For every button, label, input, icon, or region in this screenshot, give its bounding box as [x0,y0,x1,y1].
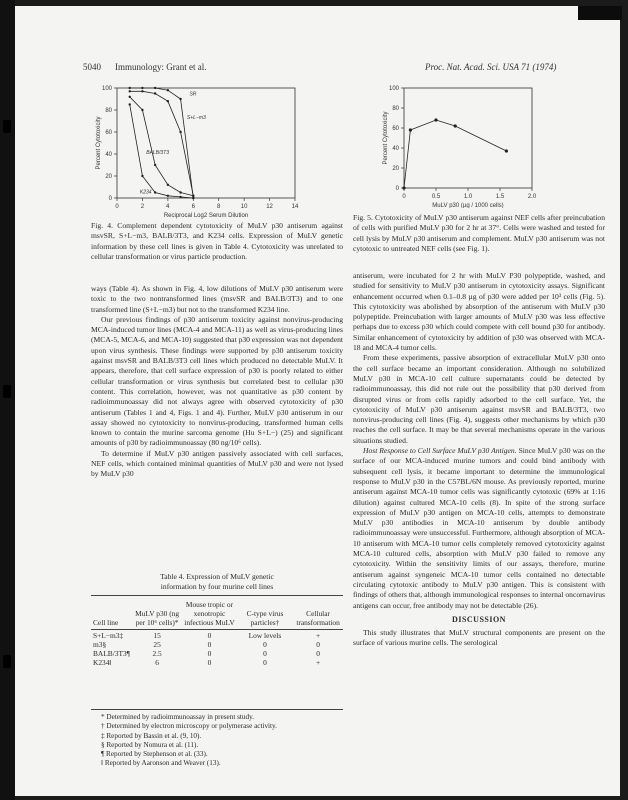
footnote: ‖ Reported by Aaronson and Weaver (13). [101,759,221,768]
running-title: Immunology: Grant et al. [115,62,207,72]
data-point [129,90,131,92]
table-cell: 15 [153,631,161,640]
journal-citation: Proc. Nat. Acad. Sci. USA 71 (1974) [425,62,557,72]
table-cell: K234‖ [93,658,112,667]
data-point [141,175,143,177]
x-tick-label: 2 [140,204,145,210]
footnote: * Determined by radioimmunoassay in present study. [101,713,255,721]
footnote: † Determined by electron microscopy or polymerase activity. [101,722,277,731]
data-point [402,186,405,189]
y-tick-label: 60 [392,126,399,132]
page-number: 5040 [83,62,101,72]
data-point [167,184,169,186]
y-tick-label: 0 [395,186,399,192]
table-cell: m3§ [93,640,107,649]
table-cell: 0 [263,658,267,667]
column-header: C-type virus particles† [246,609,284,627]
x-tick-label: 8 [217,204,221,210]
x-tick-label: 12 [266,204,273,210]
data-point [454,124,457,127]
table-row [91,631,343,640]
data-point [179,98,181,100]
data-point [141,109,143,111]
footnote: ¶ Reported by Stephenson et al. (33). [101,750,208,759]
y-tick-label: 80 [392,106,399,112]
data-point [154,191,156,193]
series-line [404,120,506,188]
data-point [154,92,156,94]
data-point [179,196,181,198]
data-point [167,89,169,91]
left-column-text [91,284,343,480]
x-tick-label: 1.0 [463,194,473,200]
table-title-line: Table 4. Expression of MuLV genetic [160,572,274,581]
data-point [192,195,194,197]
data-point [141,90,143,92]
x-tick-label: 0 [402,194,406,200]
x-tick-label: 2.0 [527,194,537,200]
series-label: K234 [139,189,152,196]
y-tick-label: 100 [101,86,112,92]
figure-5-chart [382,80,542,208]
journal-page [15,6,620,796]
top-tab [578,6,622,20]
paragraph: From these experiments, passive absorption of extracellular MuLV p30 onto the cell surface became an important consideration. Although no solubilized MuLV p30 in MCA-10 cell culture supernatants could be detected by radioimmunoassay, this did not rule out the possibility that p30 derived from disrupted virus or from cells rapidly adsorbed to the cell surface. Yet, the cytotoxicity of MuLV p30 antiserum against msvSR and BALB/3T3, two nonvirus-producing cell lines (Fig. 4), suggests other mechanisms by which p30 reaches the cell surface. It may be that several mechanisms operate in the various situations studied. [353,353,605,445]
paragraph: Since MuLV p30 was on the surface of our MCA-induced murine tumors and could bind antibody with subsequent cell lysis, it became important to determine the immunological response to MuLV p30 in the C57BL/6N mouse. As previously reported, murine antiserum against MCA-10 tumor cells was significantly cytotoxic (69% at 1:16 dilution) against cultured MCA-10 cells (8). In spite of the strong surface expression of MuLV p30 antigen on MCA-10 cells, attempts to demonstrate MuLV p30 antibodies in MCA-10 antiserum by double antibody radioimmunoassay were unsuccessful. Furthermore, although absorption of MCA-10 antiserum with MCA-10 tumor cells completely removed cytotoxicity against MCA-10 cultured cells, absorption with MuLV p30 failed to remove any cytotoxicity. Within the sensitivity limits of our assays, therefore, murine antiserum against syngeneic MCA-10 tumor cells contained no detectable circulating cytotoxic antibody to MuLV p30 antigen. This is consistent with findings of others that, although immunological responses to internal oncornavirus antigens can occur, free antibody may not be detectable (26). [353,446,605,610]
figure-4-chart [85,82,305,220]
data-point [129,87,131,89]
table-4 [91,599,343,667]
table-cell: 0 [316,640,320,649]
table-cell: + [315,658,321,667]
table-cell: 0 [207,640,212,649]
binder-hole [3,655,11,668]
data-point [141,87,143,89]
table-cell: 0 [263,640,267,649]
column-header: Mouse tropic or xenotropic infectious MuLV [184,600,235,627]
table-header-row [91,599,343,628]
data-point [129,96,131,98]
table-cell: 25 [153,640,161,649]
table-cell: 0 [207,631,212,640]
table-row [91,658,343,667]
data-point [192,197,194,199]
plot-frame [117,88,295,198]
binder-strip [0,0,15,800]
figure-5-caption: Fig. 5. Cytotoxicity of MuLV p30 antiserum against NEF cells after preincubation of cells with purified MuLV p30 for 2 hr at 37°. Cells were washed and tested for cell lysis by MuLV p30 antiserum and complement. MuLV p30 antiserum was not cytotoxic to untreated NEF cells (see Fig. 1). [353,213,605,253]
data-point [154,87,156,89]
table-row [91,640,343,649]
table-4-title [91,572,343,592]
figure-4-caption: Fig. 4. Complement dependent cytotoxicity of MuLV p30 antiserum against msvSR, S+L−m3, BALB/3T3, and K234 cells. Expression of MuLV genetic information by these cell lines is given in Table 4. Cytotoxicity was unrelated to cellular transformation or virus particle production. [91,221,343,261]
series-label: BALB/3T3 [146,150,170,156]
y-tick-label: 20 [105,174,112,180]
table-row [91,649,343,658]
plot-frame [404,88,532,188]
column-header: MuLV p30 (ng per 10⁶ cells)* [135,609,180,627]
paragraph: Our previous findings of p30 antiserum toxicity against nonvirus-producing MCA-induced tumor lines (MCA-4 and MCA-11) as well as virus-producing lines (MCA-5, MCA-6, and MCA-10) suggested that p30 expression was not dependent upon virus synthesis. These findings were supported by p30 antiserum toxicity against msvSR and BALB/3T3 cell lines which produced no detectable MuLV. It appears, therefore, that cell surface expression of p30 is poorly related to either cellular transformation or virus synthesis but correlated best to cellular p30 content. This correlation, however, was not quantitative as p30 content by radioimmunoassay did not always agree with observed cytotoxicity of p30 antiserum (Tables 1 and 4, Figs. 1 and 4). Further, MuLV p30 antiserum in our assay showed no cytotoxicity to nonvirus-producing, transformed human cells known to contain the murine sarcoma genome (Hu S+L−) (25) and significant amounts of p30 by radioimmunoassay (80 ng/10⁶ cells). [91,314,343,448]
footnote: § Reported by Nomura et al. (11). [101,740,199,749]
x-tick-label: 4 [166,204,170,210]
table-rule [91,595,343,596]
y-tick-label: 100 [388,86,399,92]
data-point [167,100,169,102]
table-4-footnotes [101,713,277,769]
binder-hole [3,385,11,398]
section-heading-host-response: Host Response to Cell Surface MuLV p30 Antigen. [363,446,517,456]
y-tick-label: 80 [105,108,112,114]
table-cell: 6 [155,658,159,667]
data-point [154,164,156,166]
data-point [409,128,412,131]
paragraph: This study illustrates that MuLV structural components are present on the surface of various murine cells. The serological [353,628,605,648]
x-axis-label: Reciprocal Log2 Serum Dilution [163,213,249,219]
y-tick-label: 0 [108,196,112,202]
x-tick-label: 0 [115,204,119,210]
binder-hole [3,120,11,133]
paragraph: To determine if MuLV p30 antigen passively associated with cell surfaces, NEF cells, which contained minimal quantities of MuLV p30 and were not lysed by MuLV p30 [91,448,343,479]
x-tick-label: 1.5 [495,194,505,200]
table-cell: 0 [207,658,212,667]
paragraph: ways (Table 4). As shown in Fig. 4, low dilutions of MuLV p30 antiserum were toxic to the two nontransformed lines (msvSR and BALB/3T3) and to one transformed line (S+L−m3) but not to the transformed K234 line. [91,284,343,314]
y-tick-label: 40 [392,146,399,152]
table-title-line: information by four murine cell lines [160,582,274,591]
table-cell: 2.5 [152,649,162,658]
table-rule [91,709,343,710]
data-point [434,118,437,121]
y-tick-label: 20 [392,166,399,172]
footnote: ‡ Reported by Bassin et al. (9, 10). [101,731,202,740]
table-cell: 0 [316,649,320,658]
y-axis-label: Percent Cytotoxicity [96,116,102,170]
data-point [129,103,131,105]
table-cell: 0 [207,649,212,658]
table-cell: BALB/3T3¶ [93,649,131,658]
x-tick-label: 14 [291,204,299,210]
y-axis-label: Percent Cytotoxicity [383,111,389,165]
data-point [167,195,169,197]
x-axis-label: MuLV p30 (µg / 1000 cells) [432,203,504,208]
table-cell: S+L−m3‡ [93,631,124,640]
column-header: Cellular transformation [296,609,340,627]
table-cell: + [315,631,321,640]
table-cell: Low levels [248,631,282,640]
paragraph: antiserum, were incubated for 2 hr with MuLV P30 polypeptide, washed, and studied for sensitivity to MuLV p30 antiserum in cytotoxicity assays. Significant enhancement occurred when 0.1–0.8 µg of p30 were added per 10³ cells (Fig. 5). This cytotoxicity was abolished by absorption of the antiserum with MuLV p30 polypeptide. Preincubation with larger amounts of MuLV p30 was less effective perhaps due to excess p30 which could compete with cell bound p30 for antibody. Similar enhancement of cytotoxicity by addition of p30 was observed with MCA-18 and MCA-4 tumor cells. [353,271,605,353]
data-point [179,191,181,193]
table-cell: 0 [263,649,267,658]
data-point [179,131,181,133]
column-header: Cell line [93,618,119,627]
x-tick-label: 6 [191,204,195,210]
right-column-text [353,271,605,649]
series-label: S+L−m3 [186,114,206,121]
x-tick-label: 10 [240,204,248,210]
series-label: SR [189,91,197,98]
y-tick-label: 40 [105,152,112,158]
y-tick-label: 60 [105,130,112,136]
data-point [505,149,508,152]
x-tick-label: 0.5 [431,194,441,200]
discussion-heading: DISCUSSION [452,614,506,624]
